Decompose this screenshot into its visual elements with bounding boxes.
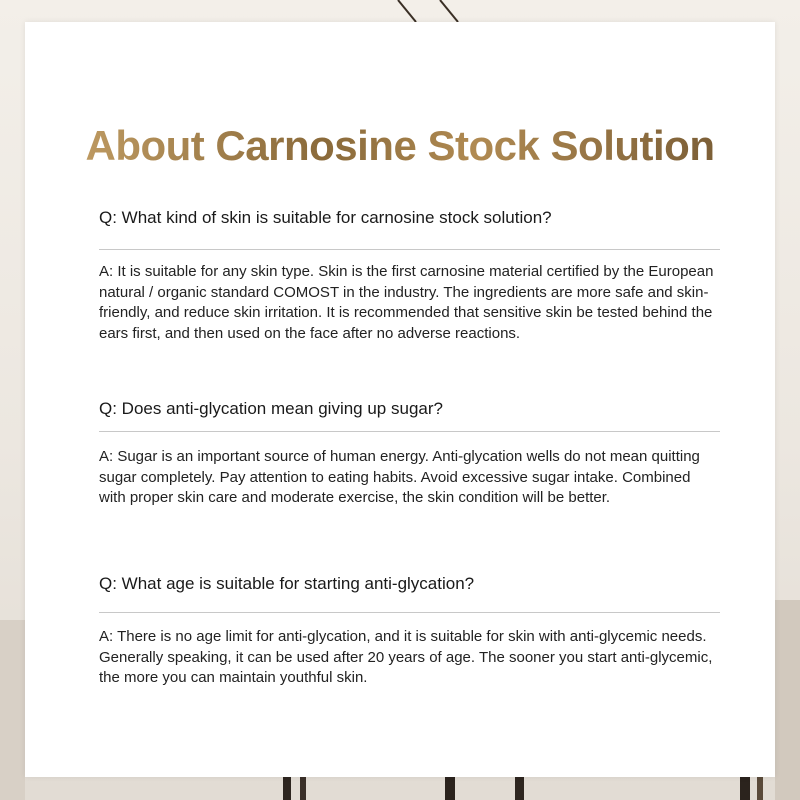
faq-answer-2: A: Sugar is an important source of human energy. Anti-glycation wells do not mean quitting sugar completely. Pay attention to eating habits. Avoid excessive sugar intake. Combined with proper skin care and moderate exercise, the skin condition will be better. [99, 448, 700, 506]
page-title: About Carnosine Stock Solution [25, 122, 775, 170]
faq-question-1: Q: What kind of skin is suitable for carnosine stock solution? [99, 208, 552, 227]
faq-question-2: Q: Does anti-glycation mean giving up sugar? [99, 399, 443, 418]
divider [99, 249, 720, 250]
divider [99, 431, 720, 432]
faq-answer-1: A: It is suitable for any skin type. Skin is the first carnosine material certified by the European natural / organic standard COMOST in the industry. The ingredients are more safe and skin-friendly, and reduce skin irritation. It is recommended that sensitive skin be tested behind the ears first, and then used on the face after no adverse reactions. [99, 263, 714, 342]
faq-question-3: Q: What age is suitable for starting anti-glycation? [99, 574, 475, 593]
faq-answer-3: A: There is no age limit for anti-glycation, and it is suitable for skin with anti-glycemic needs. Generally speaking, it can be used after 20 years of age. The sooner you start anti-glycemic, the more you can maintain youthful skin. [99, 628, 713, 686]
divider [99, 612, 720, 613]
faq-card [25, 22, 775, 777]
